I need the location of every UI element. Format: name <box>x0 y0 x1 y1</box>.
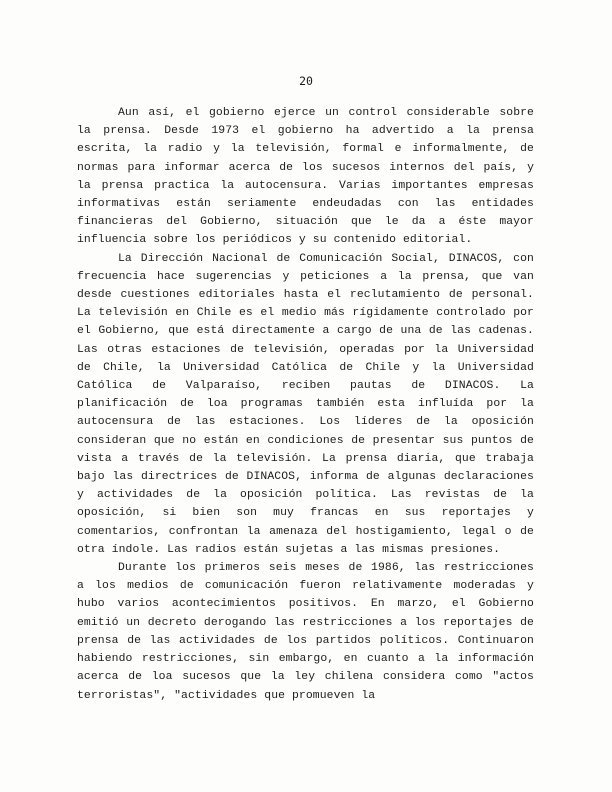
page-number: 20 <box>299 74 313 88</box>
paragraph-1: Aun así, el gobierno ejerce un control considerable sobre la prensa. Desde 1973 el gobierno ha advertido a la prensa escrita, la radio y la televisión, formal e informalmente, de normas para informar acerca de los sucesos internos del país, y la prensa practica la autocensura. Varias importantes empresas informativas están seriamente endeudadas con las entidades financieras del Gobierno, situación que le da a éste mayor influencia sobre los periódicos y su contenido editorial. <box>77 107 534 247</box>
paragraph-3: Durante los primeros seis meses de 1986, las restricciones a los medios de comunicación fueron relativamente moderadas y hubo varios acontecimientos positivos. En marzo, el Gobierno emitió un decreto derogando las restricciones a los reportajes de prensa de las actividades de los partidos políticos. Continuaron habiendo restricciones, sin embargo, en cuanto a la información acerca de loa sucesos que la ley chilena considera como "actos terroristas", "actividades que promueven la <box>77 562 534 702</box>
body-text <box>77 104 534 705</box>
paragraph-2: La Dirección Nacional de Comunicación Social, DINACOS, con frecuencia hace sugerencias y peticiones a la prensa, que van desde cuestiones editoriales hasta el reclutamiento de personal. La televisión en Chile es el medio más rígidamente controlado por el Gobierno, que está directamente a cargo de una de las cadenas. Las otras estaciones de televisión, operadas por la Universidad de Chile, la Universidad Católica de Chile y la Universidad Católica de Valparaíso, reciben pautas de DINACOS. La planificación de loa programas también esta influída por la autocensura de las estaciones. Los líderes de la oposición consideran que no están en condiciones de presentar sus puntos de vista a través de la televisión. La prensa diaria, que trabaja bajo las directrices de DINACOS, informa de algunas declaraciones y actividades de la oposición política. Las revistas de la oposición, si bien son muy francas en sus reportajes y comentarios, confrontan la amenaza del hostigamiento, legal o de otra índole. Las radios están sujetas a las mismas presiones. <box>77 252 534 556</box>
